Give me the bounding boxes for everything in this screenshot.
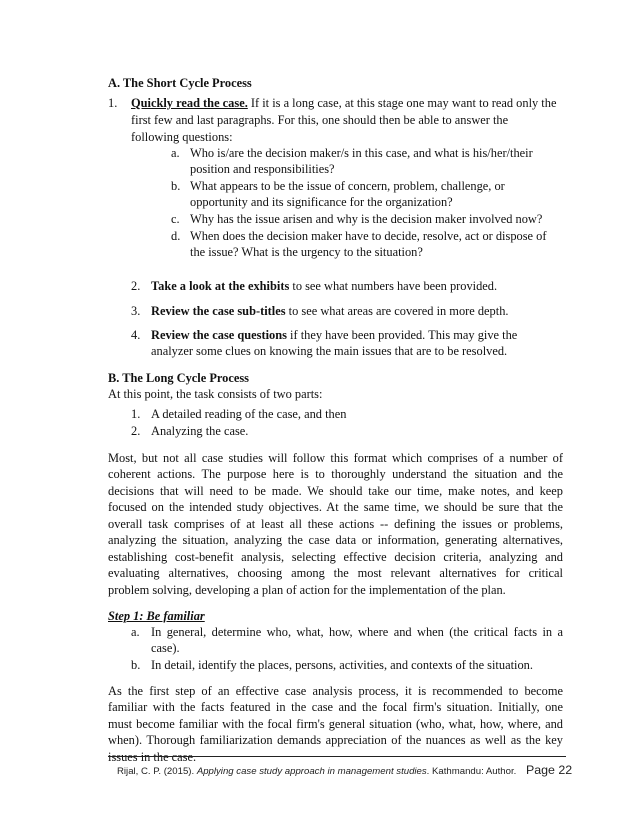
item-1-line-3: following questions: (131, 130, 233, 144)
item-4-text: if they have been provided. This may give the (286, 328, 518, 342)
section-a-heading: A. The Short Cycle Process (108, 76, 252, 90)
item-2-text: to see what numbers have been provided. (289, 279, 498, 293)
item-3-line (151, 303, 509, 319)
item-1-line-2: first few and last paragraphs. For this, one should then be able to answer the (131, 113, 509, 127)
item-4-number: 4. (131, 328, 141, 342)
footer-citation (117, 766, 516, 778)
section-b-paragraph-line: focused on the intended study objectives. At the same time, we should be sure that the (108, 500, 563, 514)
item-3-text: to see what areas are covered in more depth. (285, 304, 509, 318)
item-2-number: 2. (131, 279, 141, 293)
question-a-line-2: position and responsibilities? (190, 162, 335, 176)
item-4-line-1 (151, 327, 517, 343)
question-a-line-1: Who is/are the decision maker/s in this case, and what is his/her/their (190, 146, 533, 160)
item-1-bold: Quickly read the case. (131, 96, 248, 110)
question-b-line-2: opportunity and its significance for the organization? (190, 195, 453, 209)
section-b-paragraph-line: Most, but not all case studies will follow this format which comprises of a number of (108, 451, 563, 465)
item-2-bold: Take a look at the exhibits (151, 279, 290, 293)
section-b-paragraph-line: coherent actions. The purpose here is to thoroughly understand the situation and the (108, 467, 563, 481)
step-1-paragraph-line: issues in the case. (108, 750, 197, 764)
section-b-paragraph-line: analyzing the situation, analyzing the case data or information, generating alternatives, (108, 533, 563, 547)
section-b-paragraph-line: evaluating alternatives, choosing among the most relevant alternatives for critical (108, 566, 563, 580)
citation-suffix: . Kathmandu: Author. (426, 766, 517, 777)
section-b-paragraph-line: problem solving, developing a plan of action for the implementation of the plan. (108, 583, 506, 597)
question-d-letter: d. (171, 229, 181, 243)
footer-divider (108, 756, 566, 757)
question-c-letter: c. (171, 212, 180, 226)
question-c-line-1: Why has the issue arisen and why is the decision maker involved now? (190, 212, 543, 226)
part-2-number: 2. (131, 424, 141, 438)
step-1-paragraph-line: when). Thorough familiarization demands appreciation of the nuances as well as the key (108, 733, 563, 747)
step-1-item-a-letter: a. (131, 625, 140, 639)
question-b-line-1: What appears to be the issue of concern, problem, challenge, or (190, 179, 505, 193)
page-number: Page 22 (526, 763, 573, 777)
item-1-text: If it is a long case, at this stage one may want to read only the (247, 96, 557, 110)
step-1-item-b-letter: b. (131, 658, 141, 672)
step-1-item-a-line-1: In general, determine who, what, how, where and when (the critical facts in a (151, 625, 563, 639)
part-1-text: A detailed reading of the case, and then (151, 407, 347, 421)
section-b-paragraph-line: establishing cost-benefit analysis, selecting effective decision criteria, analyzing and (108, 550, 563, 564)
item-2-line (151, 278, 497, 294)
question-a-letter: a. (171, 146, 180, 160)
section-b-paragraph-line: overall task comprises of at least all these actions -- defining the issues or problems, (108, 517, 563, 531)
section-b-heading: B. The Long Cycle Process (108, 371, 249, 385)
item-1-number: 1. (108, 96, 118, 110)
citation-prefix: Rijal, C. P. (2015). (117, 766, 197, 777)
question-d-line-2: the issue? What is the urgency to the situation? (190, 245, 423, 259)
item-4-bold: Review the case questions (151, 328, 287, 342)
item-1-line-1 (131, 95, 556, 111)
citation-title: Applying case study approach in management studies (196, 766, 427, 777)
section-b-intro: At this point, the task consists of two parts: (108, 387, 323, 401)
section-b-paragraph-line: decisions that will need to be made. We should take our time, make notes, and keep (108, 484, 563, 498)
item-3-bold: Review the case sub-titles (151, 304, 286, 318)
item-3-number: 3. (131, 304, 141, 318)
step-1-paragraph-line: familiar with the facts featured in the case and the focal firm's situation. Initially, one (108, 700, 563, 714)
step-1-heading: Step 1: Be familiar (108, 609, 205, 623)
step-1-paragraph-line: As the first step of an effective case analysis process, it is recommended to become (108, 684, 563, 698)
part-1-number: 1. (131, 407, 141, 421)
question-d-line-1: When does the decision maker have to decide, resolve, act or dispose of (190, 229, 547, 243)
part-2-text: Analyzing the case. (151, 424, 249, 438)
step-1-item-b-line-1: In detail, identify the places, persons, activities, and contexts of the situation. (151, 658, 533, 672)
step-1-paragraph-line: must become familiar with the focal firm's general situation (who, what, how, where, and (108, 717, 563, 731)
step-1-item-a-line-2: case). (151, 641, 180, 655)
item-4-line-2: analyzer some clues on knowing the main issues that are to be resolved. (151, 344, 508, 358)
question-b-letter: b. (171, 179, 181, 193)
